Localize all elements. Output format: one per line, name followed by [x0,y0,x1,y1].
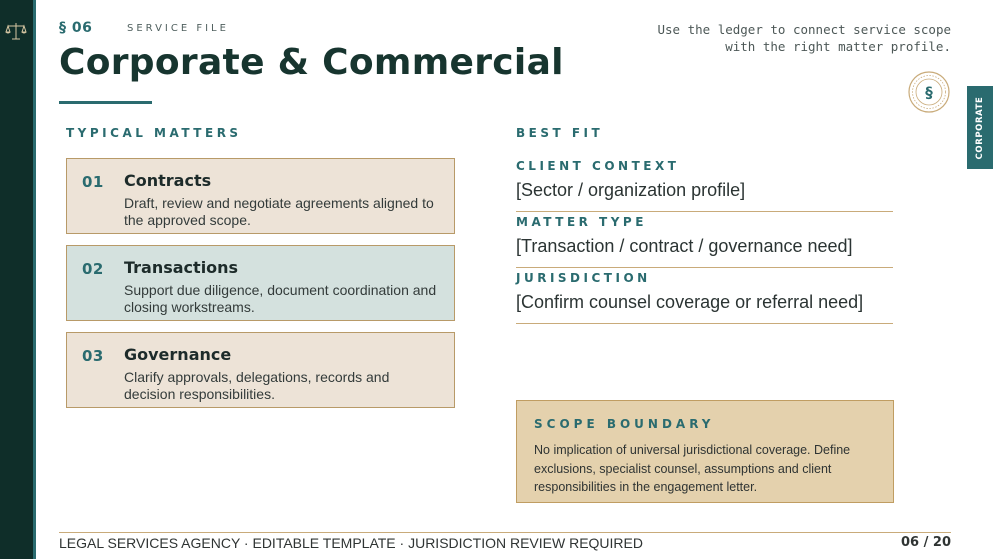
scales-of-justice-icon [5,20,27,42]
matter-number: 01 [82,173,104,191]
matter-title: Transactions [124,258,239,277]
client-context-label: CLIENT CONTEXT [516,159,680,173]
field-divider [516,211,893,212]
section-number: § 06 [59,20,93,36]
title-underline [59,101,152,104]
footer-text: LEGAL SERVICES AGENCY · EDITABLE TEMPLATE · JURISDICTION REVIEW REQUIRED [59,535,643,551]
tab-corporate-label: CORPORATE [975,96,985,159]
section-tag: SERVICE FILE [127,23,229,34]
section-sign-seal-icon [908,71,950,113]
footer-divider [59,532,951,533]
scope-boundary-box [516,400,894,503]
typical-matters-heading: TYPICAL MATTERS [66,126,242,140]
matter-card-governance [66,332,455,408]
matter-number: 02 [82,260,104,278]
jurisdiction-label: JURISDICTION [516,271,651,285]
matter-description: Support due diligence, document coordination and closing workstreams. [124,282,437,315]
scope-boundary-text: No implication of universal jurisdictional coverage. Define exclusions, specialist counsel, assumptions and client responsibilities in the engagement letter. [534,443,851,494]
tab-corporate[interactable] [967,86,993,169]
page-tagline: Use the ledger to connect service scope with the right matter profile. [657,22,951,54]
seal-glyph: § [925,83,933,102]
page-title: Corporate & Commercial [59,42,564,83]
best-fit-heading: BEST FIT [516,126,604,140]
rail-edge [33,0,36,559]
matter-description: Clarify approvals, delegations, records and decision responsibilities. [124,369,390,402]
matter-card-contracts [66,158,455,234]
matter-type-label: MATTER TYPE [516,215,647,229]
scope-boundary-heading: SCOPE BOUNDARY [534,417,715,431]
matter-card-transactions [66,245,455,321]
jurisdiction-field[interactable]: [Confirm counsel coverage or referral need] [516,292,864,312]
matter-type-field[interactable]: [Transaction / contract / governance need] [516,236,853,256]
matter-title: Contracts [124,171,212,190]
left-rail [0,0,33,559]
matter-description: Draft, review and negotiate agreements aligned to the approved scope. [124,195,434,228]
client-context-field[interactable]: [Sector / organization profile] [516,180,746,200]
field-divider [516,323,893,324]
field-divider [516,267,893,268]
page-number: 06 / 20 [901,535,951,550]
matter-number: 03 [82,347,104,365]
matter-title: Governance [124,345,232,364]
